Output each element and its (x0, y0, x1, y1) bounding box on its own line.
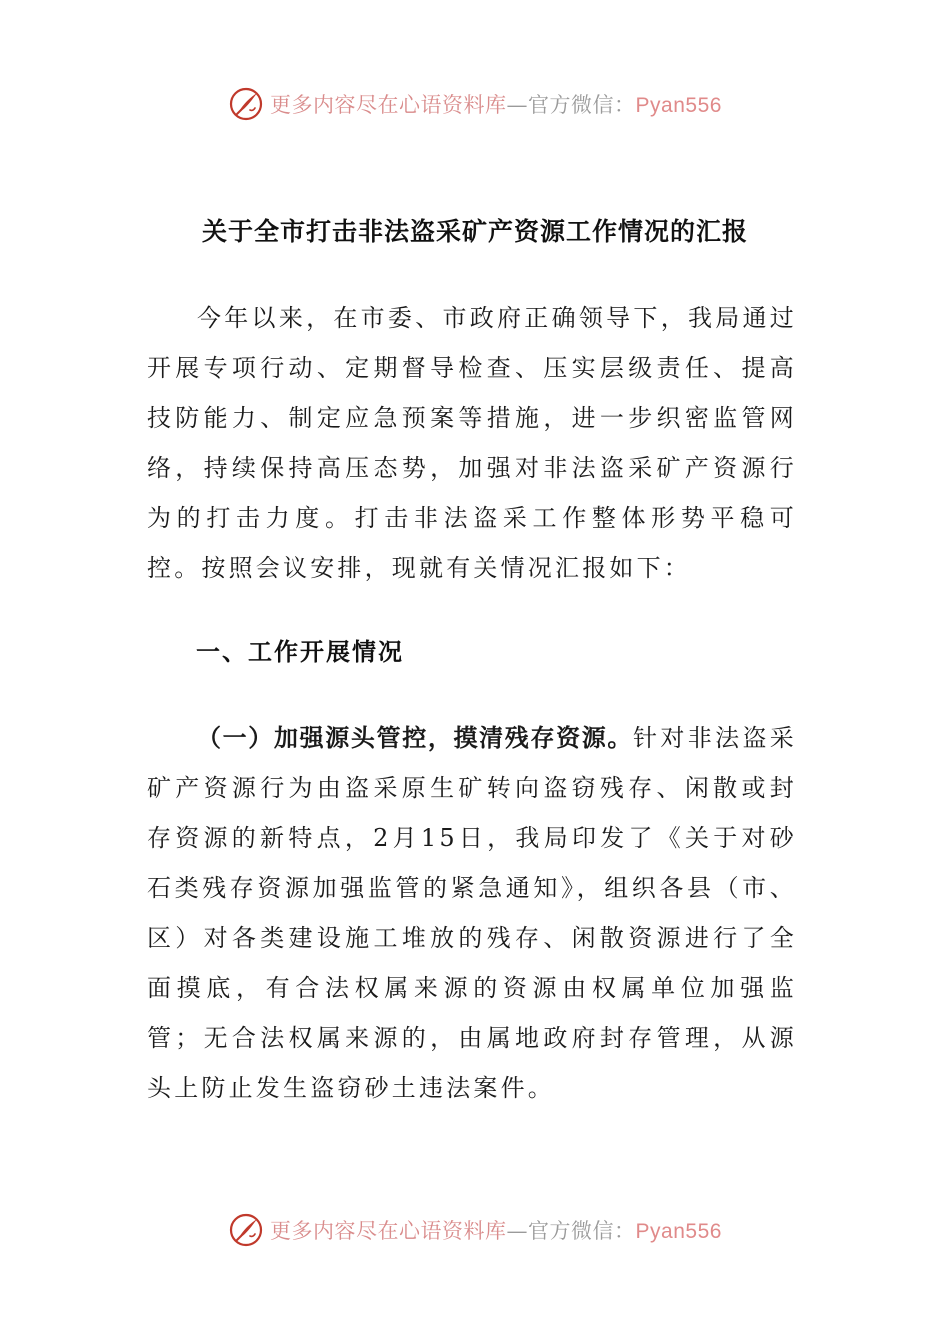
item-lead: （一）加强源头管控，摸清残存资源。 (197, 724, 634, 752)
document-title: 关于全市打击非法盗采矿产资源工作情况的汇报 (201, 217, 748, 246)
watermark-header (0, 84, 950, 124)
item-paragraph (147, 713, 797, 1113)
item-body: 针对非法盗采矿产资源行为由盗采原生矿转向盗窃残存、闲散或封存资源的新特点，2月15日，我局印发了《关于对砂石类残存资源加强监管的紧急通知》，组织各县（市、区）对各类建设施工堆放的残存、闲散资源进行了全面摸底，有合法权属来源的资源由权属单位加强监管；无合法权属来源的，由属地政府封存管理，从源头上防止发生盗窃砂土违法案件。 (147, 724, 797, 1102)
section-heading: 一、工作开展情况 (196, 638, 404, 666)
watermark-text: 更多内容尽在心语资料库—官方微信：Pyan556 (270, 93, 722, 117)
quill-logo-icon (228, 86, 264, 122)
intro-paragraph: 今年以来，在市委、市政府正确领导下，我局通过开展专项行动、定期督导检查、压实层级责任、提高技防能力、制定应急预案等措施，进一步织密监管网络，持续保持高压态势，加强对非法盗采矿产资源行为的打击力度。打击非法盗采工作整体形势平稳可控。按照会议安排，现就有关情况汇报如下： (147, 304, 797, 582)
watermark-text: 更多内容尽在心语资料库—官方微信：Pyan556 (270, 1219, 722, 1243)
watermark-footer (0, 1210, 950, 1250)
quill-logo-icon (228, 1212, 264, 1248)
